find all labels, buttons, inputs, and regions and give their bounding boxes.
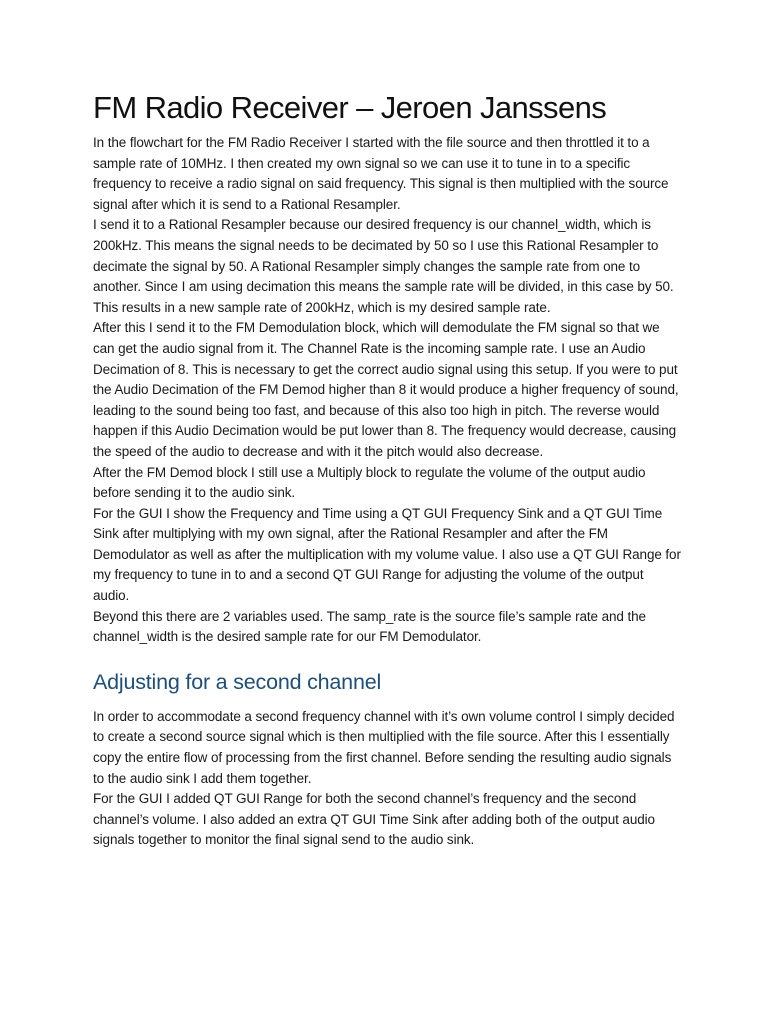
paragraph-fm-demodulation: After this I send it to the FM Demodulation block, which will demodulate the FM signal so that we can get the audio signal from it. The Channel Rate is the incoming sample rate. I use an Audio Decimation of 8. This is necessary to get the correct audio signal using this setup. If you were to put the Audio Decimation of the FM Demod higher than 8 it would produce a higher frequency of sound, leading to the sound being too fast, and because of this also too high in pitch. The reverse would happen if this Audio Decimation would be put lower than 8. The frequency would decrease, causing the speed of the audio to decrease and with it the pitch would also decrease.	[93, 320, 679, 459]
paragraph-multiply-block: After the FM Demod block I still use a Multiply block to regulate the volume of the output audio before sending it to the audio sink.	[93, 464, 646, 501]
section-heading-second-channel: Adjusting for a second channel	[93, 669, 382, 694]
paragraph-second-channel-gui: For the GUI I added QT GUI Range for both the second channel’s frequency and the second channel’s volume. I also added an extra QT GUI Time Sink after adding both of the output audio signals together to monitor the final signal send to the audio sink.	[93, 791, 655, 848]
paragraph-gui: For the GUI I show the Frequency and Time using a QT GUI Frequency Sink and a QT GUI Time Sink after multiplying with my own signal, after the Rational Resampler and after the FM Demodulator as well as after the multiplication with my volume value. I also use a QT GUI Range for my frequency to tune in to and a second QT GUI Range for adjusting the volume of the output audio.	[93, 505, 681, 604]
paragraph-variables: Beyond this there are 2 variables used. The samp_rate is the source file’s sample rate and the channel_width is the desired sample rate for our FM Demodulator.	[93, 608, 646, 645]
document-title: FM Radio Receiver – Jeroen Janssens	[93, 90, 607, 125]
document-page	[93, 88, 683, 851]
paragraph-rational-resampler: I send it to a Rational Resampler because our desired frequency is our channel_width, which is 200kHz. This means the signal needs to be decimated by 50 so I use this Rational Resampler to decimate the signal by 50. A Rational Resampler simply changes the sample rate from one to another. Since I am using decimation this means the sample rate will be divided, in this case by 50. This results in a new sample rate of 200kHz, which is my desired sample rate.	[93, 217, 674, 315]
paragraph-flowchart-intro: In the flowchart for the FM Radio Receiver I started with the file source and then throttled it to a sample rate of 10MHz. I then created my own signal so we can use it to tune in to a specific frequency to receive a radio signal on said frequency. This signal is then multiplied with the source signal after which it is send to a Rational Resampler.	[93, 135, 669, 212]
paragraph-second-channel: In order to accommodate a second frequency channel with it’s own volume control I simply decided to create a second source signal which is then multiplied with the file source. After this I essentially copy the entire flow of processing from the first channel. Before sending the resulting audio signals to the audio sink I add them together.	[93, 708, 675, 786]
